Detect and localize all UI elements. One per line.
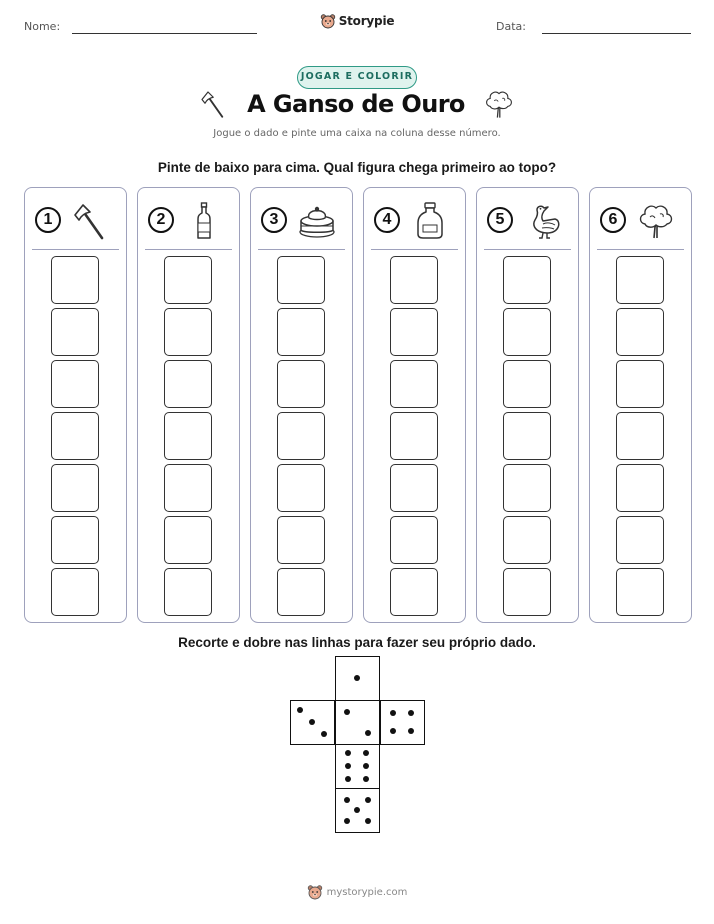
column-number: 3 bbox=[261, 207, 287, 233]
die-face-3 bbox=[290, 700, 335, 745]
color-box bbox=[277, 464, 325, 512]
color-box bbox=[503, 412, 551, 460]
color-box bbox=[164, 412, 212, 460]
color-box bbox=[164, 360, 212, 408]
color-box bbox=[616, 360, 664, 408]
color-box bbox=[503, 308, 551, 356]
date-line bbox=[542, 33, 691, 34]
color-box bbox=[51, 568, 99, 616]
die-face-6 bbox=[335, 744, 380, 789]
die-pip bbox=[363, 750, 369, 756]
color-box bbox=[277, 256, 325, 304]
column-4 bbox=[363, 187, 466, 623]
die-pip bbox=[365, 730, 371, 736]
column-number: 5 bbox=[487, 207, 513, 233]
axe-icon bbox=[71, 201, 111, 241]
footer-url: mystorypie.com bbox=[326, 886, 408, 898]
footer bbox=[0, 884, 714, 900]
column-divider bbox=[145, 249, 232, 250]
die-pip bbox=[390, 710, 396, 716]
color-box bbox=[277, 568, 325, 616]
die-pip bbox=[390, 728, 396, 734]
color-box bbox=[390, 516, 438, 564]
color-box bbox=[503, 256, 551, 304]
color-box bbox=[51, 516, 99, 564]
color-box bbox=[51, 464, 99, 512]
column-3 bbox=[250, 187, 353, 623]
die-pip bbox=[354, 675, 360, 681]
column-number: 2 bbox=[148, 207, 174, 233]
cake-icon bbox=[297, 201, 337, 241]
dice-net bbox=[290, 656, 426, 836]
die-pip bbox=[363, 776, 369, 782]
die-pip bbox=[309, 719, 315, 725]
date-label: Data: bbox=[496, 20, 526, 33]
color-box bbox=[277, 516, 325, 564]
color-box bbox=[503, 568, 551, 616]
color-box bbox=[616, 256, 664, 304]
color-box bbox=[277, 308, 325, 356]
dice-instruction: Recorte e dobre nas linhas para fazer seu próprio dado. bbox=[178, 635, 536, 650]
color-box bbox=[164, 516, 212, 564]
die-pip bbox=[297, 707, 303, 713]
color-box bbox=[390, 256, 438, 304]
column-divider bbox=[484, 249, 571, 250]
color-box bbox=[390, 360, 438, 408]
die-pip bbox=[345, 750, 351, 756]
color-box bbox=[164, 464, 212, 512]
column-divider bbox=[371, 249, 458, 250]
instruction: Pinte de baixo para cima. Qual figura chega primeiro ao topo? bbox=[157, 160, 557, 175]
color-box bbox=[390, 568, 438, 616]
title-row bbox=[0, 88, 714, 120]
die-pip bbox=[344, 709, 350, 715]
die-pip bbox=[365, 797, 371, 803]
die-pip bbox=[408, 710, 414, 716]
color-box bbox=[616, 412, 664, 460]
flask-icon bbox=[410, 201, 450, 241]
page-title: A Ganso de Ouro bbox=[247, 90, 465, 118]
die-pip bbox=[344, 797, 350, 803]
column-5 bbox=[476, 187, 579, 623]
die-pip bbox=[354, 807, 360, 813]
axe-icon bbox=[199, 89, 229, 119]
color-box bbox=[164, 308, 212, 356]
color-box bbox=[503, 464, 551, 512]
color-box bbox=[277, 360, 325, 408]
color-box bbox=[390, 464, 438, 512]
color-box bbox=[616, 464, 664, 512]
color-box bbox=[616, 308, 664, 356]
die-face-1 bbox=[335, 656, 380, 701]
bottle-icon bbox=[184, 201, 224, 241]
subtitle: Jogue o dado e pinte uma caixa na coluna desse número. bbox=[213, 128, 501, 139]
color-box bbox=[51, 308, 99, 356]
color-box bbox=[503, 516, 551, 564]
activity-badge: JOGAR E COLORIR bbox=[297, 66, 417, 89]
column-6 bbox=[589, 187, 692, 623]
die-pip bbox=[363, 763, 369, 769]
color-box bbox=[51, 412, 99, 460]
color-box bbox=[616, 568, 664, 616]
color-box bbox=[503, 360, 551, 408]
color-box bbox=[164, 568, 212, 616]
column-number: 1 bbox=[35, 207, 61, 233]
bear-logo-icon bbox=[320, 13, 336, 29]
die-pip bbox=[321, 731, 327, 737]
color-box bbox=[616, 516, 664, 564]
die-face-2 bbox=[335, 700, 380, 745]
die-face-5 bbox=[335, 788, 380, 833]
column-divider bbox=[258, 249, 345, 250]
column-divider bbox=[597, 249, 684, 250]
goose-icon bbox=[523, 201, 563, 241]
color-box bbox=[51, 256, 99, 304]
die-face-4 bbox=[380, 700, 425, 745]
brand-name: Storypie bbox=[338, 14, 395, 28]
brand-logo bbox=[0, 13, 714, 29]
column-1 bbox=[24, 187, 127, 623]
column-number: 4 bbox=[374, 207, 400, 233]
die-pip bbox=[345, 776, 351, 782]
column-number: 6 bbox=[600, 207, 626, 233]
bear-logo-icon bbox=[307, 884, 323, 900]
color-box bbox=[390, 412, 438, 460]
color-box bbox=[51, 360, 99, 408]
color-box bbox=[164, 256, 212, 304]
name-line bbox=[72, 33, 257, 34]
die-pip bbox=[344, 818, 350, 824]
name-label: Nome: bbox=[24, 20, 61, 33]
color-box bbox=[277, 412, 325, 460]
die-pip bbox=[345, 763, 351, 769]
die-pip bbox=[365, 818, 371, 824]
color-box bbox=[390, 308, 438, 356]
tree-icon bbox=[636, 201, 676, 241]
tree-icon bbox=[483, 88, 515, 120]
column-2 bbox=[137, 187, 240, 623]
column-divider bbox=[32, 249, 119, 250]
die-pip bbox=[408, 728, 414, 734]
